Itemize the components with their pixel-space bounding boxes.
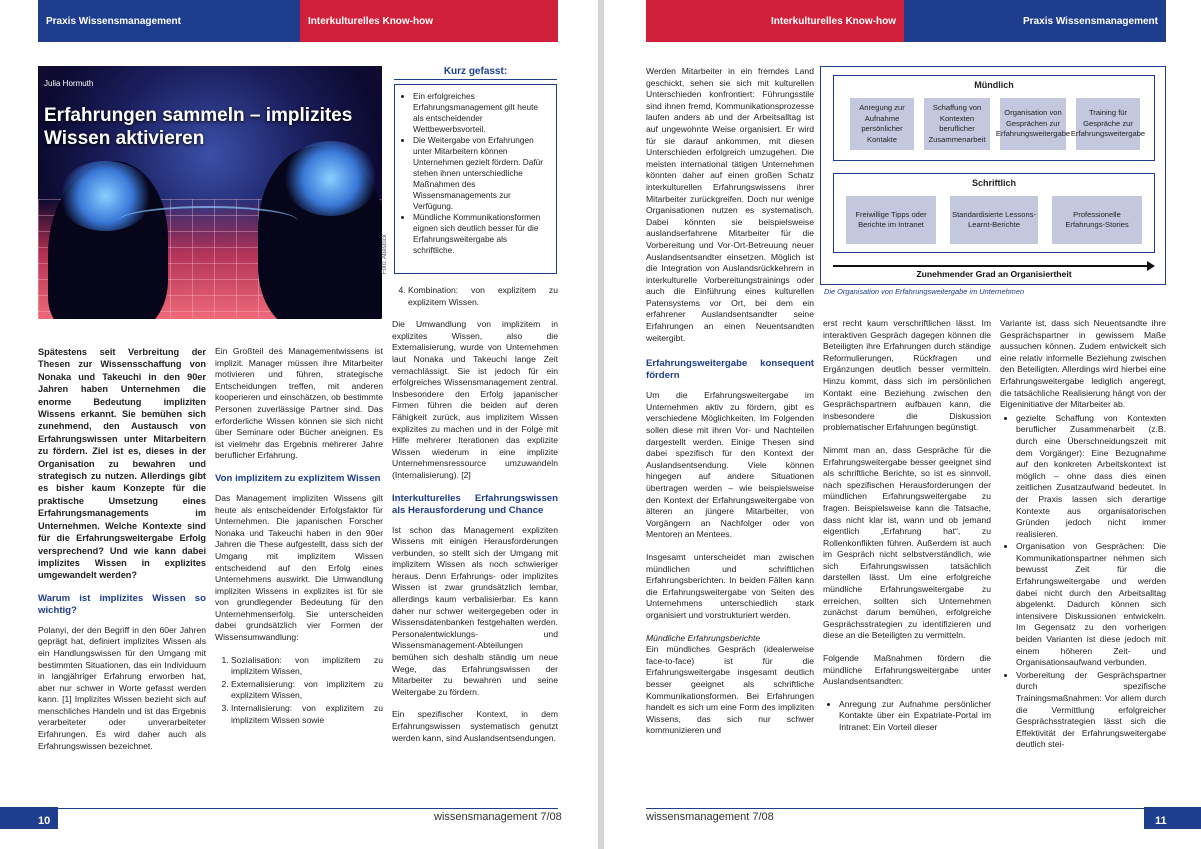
- body-paragraph: Ein mündliches Gespräch (idealerweise face-to-face) ist für die Erfahrungsweitergabe insgesamt deutlich besser geeignet als schriftliche Kommunikationsformen. Bei Erfahrungen handelt es sich um eine Form des impliziten Wissens, das sich nur schwer kommunizieren und: [646, 644, 814, 736]
- body-paragraph: Ist schon das Management expliziten Wissens mit einigen Herausforderungen verbunden, so stellt sich der Umgang mit implizitem Wissen als noch schwieriger heraus. Denn Erfahrungs- oder implizites Wissen ist zwar grundsätzlich lernbar, allerdings kaum verbalisierbar. Es kann daher nur schwer weitergegeben oder in Wissensdatenbanken festgehalten werden. Personalentwicklungs- und Wissensmanagement-Abteilungen bemühen sich deshalb ständig um neue Wege, das Erfahrungswissen der Mitarbeiter zu bewahren und seine Weitergabe zu fördern.: [392, 524, 558, 697]
- organisation-axis-arrow: [833, 265, 1151, 267]
- diagram-caption: Die Organisation von Erfahrungsweitergabe im Unternehmen: [824, 287, 1025, 296]
- body-paragraph: Insgesamt unterscheidet man zwischen mündlichen und schriftlichen Erfahrungsberichten. In beiden Fällen kann die Erfahrungsweitergabe von Seiten des Unternehmens unterschiedlich stark organisiert und vorstrukturiert werden.: [646, 551, 814, 620]
- left-header-topic: [300, 0, 558, 42]
- summary-box: [394, 84, 557, 274]
- right-column-1: [646, 66, 814, 748]
- left-column-2: [215, 346, 383, 737]
- section-heading: Warum ist implizites Wissen so wichtig?: [38, 592, 206, 616]
- left-column-1: [38, 346, 206, 763]
- brain-glow-right: [283, 141, 378, 216]
- body-paragraph: Um die Erfahrungsweitergabe im Unternehmen aktiv zu fördern, gibt es verschiedene Möglichkeiten. Im Folgenden sollen diese mit ihren Vor- und Nachteilen dargestellt werden. Einige Thesen sind dabei spezifisch für den Kontext der Auslandsentsendung. Viele können hingegen auf andere Situationen übertragen werden – wie beispielsweise den Kontext der Erfahrungsweitergabe von älteren an jüngere Mitarbeiter, von Vorgängern an Nachfolger oder von Mentoren an Mentees.: [646, 390, 814, 540]
- body-paragraph: Das Management impliziten Wissens gilt heute als entscheidender Erfolgsfaktor für Unternehmen. Die japanischen Forscher Nonaka und Takeuchi haben in den 90er Jahren die These aufgestellt, dass sich der Umgang mit implizitem Wissen entscheidend auf den Erfolg eines Unternehmens auswirkt. Die Umwandlung impliziten Wissens in explizites ist für sie von grundlegender Bedeutung für den Unternehmenserfolg. Sie unterscheiden dabei grundsätzlich vier Formen der Wissensumwandlung:: [215, 492, 383, 643]
- summary-item: • Mündliche Kommunikationsformen eignen sich deutlich besser für die Erfahrungsweitergabe als schriftliche.: [413, 212, 550, 256]
- list-item: • Vorbereitung der Gesprächspartner durch spezifische Trainingsmaßnahmen: Vor allem durch die Vermittlung erfolgreicher Gesprächsstrategien lässt sich die Effektivität der Erfahrungsweitergabe deutlich stei-: [1016, 670, 1166, 751]
- body-paragraph: Ein spezifischer Kontext, in dem Erfahrungswissen systematisch genutzt werden kann, sind Auslandsentsendungen.: [392, 709, 558, 743]
- page-number-bar: [1144, 807, 1201, 829]
- summary-item: • Ein erfolgreiches Erfahrungsmanagement gilt heute als entscheidender Wettbewerbsvorteil.: [413, 91, 550, 135]
- photo-credit: Foto: Abestock: [382, 234, 388, 274]
- section-label: Praxis Wissensmanagement: [1023, 15, 1158, 27]
- left-header-section: [38, 0, 300, 42]
- page-number: 11: [1155, 815, 1167, 827]
- author-name: Julia Hormuth: [44, 79, 94, 88]
- right-header-section: [904, 0, 1166, 42]
- organisation-diagram: [820, 66, 1166, 285]
- body-paragraph: Ein Großteil des Managementwissens ist implizit. Manager müssen ihre Mitarbeiter motivieren und führen, strategische Entscheidungen treffen, mit anderen kooperieren und einschätzen, ob bestimmte Personen zuverlässige Partner sind. Das erforderliche Wissen können sie sich nicht über Seminare oder Bücher aneignen. Es ist vielmehr das Ergebnis mehrerer Jahre beruflicher Erfahrung.: [215, 346, 383, 461]
- summary-item: • Die Weitergabe von Erfahrungen unter Mitarbeitern können Unternehmen gezielt fördern. Dafür stehen ihnen unterschiedliche Maßnahmen des Wissensmanagements zur Verfügung.: [413, 135, 550, 212]
- diagram-cell: Schaffung von Kontexten beruflicher Zusammenarbeit: [924, 98, 990, 150]
- oral-group: [833, 75, 1155, 161]
- right-column-2: [823, 318, 991, 745]
- body-paragraph: Die Umwandlung von implizitem in explizites Wissen, also die Externalisierung, wurde von Unternehmen laut Nonaka und Takeuchi lange Zeit vernachlässigt. Sie ist jedoch für ein erfolgreiches Wissensmanagement zentral. Insbesondere den Erfolg japanischer Firmen führen die beiden auf deren Fähigkeit zurück, aus implizitem Wissen explizites zu machen und in der Folge mit Hilfe mehrerer Iterationen das explizite Wissen wiederum in eine implizite Unternehmensressource umzuwandeln (Internalisierung). [2]: [392, 319, 558, 480]
- lead-paragraph: Spätestens seit Verbreitung der Thesen zur Wissensschaffung von Nonaka und Takeuchi in den 90er Jahren haben Unternehmen die enorme Bedeutung impliziten Wissens erkannt. Sie bemühen sich zunehmend, den Austausch von Erfahrungswissen unter Mitarbeitern zu fördern. Ziel ist es, dieses in der Organisation zu bewahren und strategisch zu nutzen. Allerdings gibt es bisher kaum Konzepte für die praktische Umsetzung eines Erfahrungsmanagements im Unternehmen. Welche Kontexte sind für die Erfahrungsweitergabe Erfolg versprechend? Und wie kann dabei implizites Wissen in explizites umgewandelt werden?: [38, 347, 206, 581]
- topic-label: Interkulturelles Know-how: [308, 15, 434, 27]
- topic-label: Interkulturelles Know-how: [770, 15, 896, 27]
- body-paragraph: Folgende Maßnahmen fördern die mündliche Erfahrungsweitergabe unter Auslandsentsandten:: [823, 653, 991, 687]
- list-item: • Anregung zur Aufnahme persönlicher Kontakte über ein Expatriate-Portal im Intranet: Ein Vorteil dieser: [839, 699, 991, 734]
- section-heading: Von implizitem zu explizitem Wissen: [215, 472, 381, 484]
- footer-rule: [38, 808, 558, 809]
- diagram-cell: Organisation von Gesprächen zur Erfahrungsweitergabe: [1000, 98, 1066, 150]
- footer-rule: [646, 808, 1166, 809]
- section-heading: Interkulturelles Erfahrungswissen als Herausforderung und Chance: [392, 492, 558, 516]
- footer-issue: wissensmanagement 7/08: [434, 811, 562, 823]
- article-title: Erfahrungen sammeln – implizites Wissen aktivieren: [44, 105, 353, 149]
- connection-wave: [118, 206, 298, 236]
- body-paragraph: Werden Mitarbeiter in ein fremdes Land geschickt, sehen sie sich mit kulturellen Unterschieden konfrontiert: Führungsstile sind ihnen fremd, Kommunikationsprozesse laufen anders ab und der Arbeitsalltag ist auf ungewohnte Weise organisiert. Er wird für sie darauf ankommen, mit diesen Unterschieden erfolgreich umzugehen. Die meisten international tätigen Unternehmen könnten daher auf einen großen Schatz interkulturellen Erfahrungswissens ihrer Mitarbeiter zurückgreifen. Doch nur wenige Organisationen nutzen es systematisch. Dabei könnten sie beispielsweise auslandserfahrene Mitarbeiter für die Vorbereitung und Vor-Ort-Betreuung neuer Auslandsentsandter einsetzen. Möglich ist die Integration von Auslandsrückkehrern in interkulturelle Vorbereitungstrainings oder auch die Einführung eines kulturellen Patensystems vor Ort, bei dem ein erfahrener Auslandsentsandter seine Erfahrungen an einen Neuentsandten weitergibt.: [646, 66, 814, 343]
- list-item: 4. Kombination: von explizitem zu explizitem Wissen.: [408, 285, 558, 308]
- section-heading: Erfahrungsweitergabe konsequent fördern: [646, 358, 814, 382]
- left-column-3: [392, 285, 558, 755]
- diagram-cell: Training für Gespräche zur Erfahrungsweitergabe: [1076, 98, 1140, 150]
- list-item: • gezielte Schaffung von Kontexten beruflicher Zusammenarbeit (z.B. durch eine Überschneidungszeit mit dem Vorgänger): Eine Bezugnahme auf den konkreten Arbeitskontext ist möglich – ohne dass dies einen zeitlichen Zusatzaufwand bedeutet. In der Praxis lassen sich derartige Kontexte aus organisatorischen Gründen jedoch nicht immer realisieren.: [1016, 413, 1166, 541]
- summary-title: Kurz gefasst:: [394, 66, 557, 80]
- page-number: 10: [38, 815, 51, 827]
- right-column-3: [1000, 318, 1166, 762]
- list-item: 1. Sozialisation: von implizitem zu implizitem Wissen,: [231, 655, 383, 678]
- list-item: 3. Internalisierung: von explizitem zu implizitem Wissen sowie: [231, 703, 383, 726]
- diagram-cell: Standardisierte Lessons-Learnt-Berichte: [950, 196, 1038, 244]
- footer-issue: wissensmanagement 7/08: [646, 811, 774, 823]
- written-group-title: Schriftlich: [971, 178, 1016, 188]
- right-header-topic: [646, 0, 904, 42]
- diagram-cell: Anregung zur Aufnahme persönlicher Kontakte: [850, 98, 914, 150]
- axis-label: Zunehmender Grad an Organisiertheit: [916, 269, 1072, 279]
- list-item: • Organisation von Gesprächen: Die Kommunikationspartner nehmen sich bewusst Zeit für die Erfahrungsweitergabe und werden dabei nicht durch den Arbeitsalltag abgelenkt. Dadurch können sich intensivere Diskussionen entwickeln. Im Gegensatz zu den vorherigen beiden Varianten ist diese jedoch mit einem höheren Zeit- und Organisationsaufwand verbunden.: [1016, 541, 1166, 669]
- body-paragraph: Nimmt man an, dass Gespräche für die Erfahrungsweitergabe besser geeignet sind als schriftliche Berichte, so ist es sinnvoll, nach spezifischen Herausforderungen der mündlichen Erfahrungsweitergabe zu fragen. Beispielsweise kann die Tatsache, dass nicht klar ist, wann und ob jemand eigentlich „Erfahrung hat“, zu Rollenkonflikten führen. Außerdem ist auch im Gespräch nicht selbstverständlich, wie sich Erfahrungswissen tatsächlich darstellen lässt. Um eine erfolgreiche mündliche Erfahrungsweitergabe zu erreichen, sollten sich Unternehmen zunächst darum bemühen, erfolgreiche Gesprächsstrategien zu identifizieren und diese an die Beteiligten zu vermitteln.: [823, 444, 991, 641]
- body-paragraph: Variante ist, dass sich Neuentsandte ihre Gesprächspartner in gewissem Maße aussuchen können. Zudem entwickelt sich eine relativ informelle Beziehung zwischen den Beteiligten. Allerdings wird hierbei eine Erfahrungsweitergabe lediglich angeregt, die tatsächliche Realisierung hängt von der Eigeninitiative der Mitarbeiter ab.: [1000, 318, 1166, 410]
- diagram-cell: Freiwillige Tipps oder Berichte im Intranet: [846, 196, 936, 244]
- diagram-cell: Professionelle Erfahrungs-Stories: [1052, 196, 1142, 244]
- body-paragraph: Polanyi, der den Begriff in den 60er Jahren geprägt hat, definiert implizites Wissen als ein Handlungswissen für den Umgang mit bestimmten Situationen, das ein Individuum in langjähriger Erfahrung erworben hat, aber nur schwer in Worte gefasst werden kann. [1] Implizites Wissen bezieht sich auf menschliches Handeln und ist das Ergebnis verarbeiteter oder unverarbeiteter Erfahrungen. Es wird daher auch als Erfahrungswissen bezeichnet.: [38, 624, 206, 751]
- oral-group-title: Mündlich: [974, 80, 1014, 90]
- list-item: 2. Externalisierung: von implizitem zu explizitem Wissen,: [231, 679, 383, 702]
- written-group: [833, 173, 1155, 253]
- left-page: [0, 0, 598, 849]
- subheading: Mündliche Erfahrungsberichte: [646, 632, 761, 643]
- hero-image: [38, 66, 382, 319]
- section-label: Praxis Wissensmanagement: [46, 15, 181, 27]
- body-paragraph: erst recht kaum verschriftlichen lässt. Im interaktiven Gespräch dagegen können die Beteiligten ihre Erfahrungen durch ständige Reformulierungen, Rückfragen und Ergänzungen deutlich besser vermitteln. Hinzu kommt, dass sich im persönlichen Kontakt eine Beziehung zwischen den Gesprächspartnern aufbauen kann, die insbesondere die Diskussion problematischer Erfahrungen begünstigt.: [823, 318, 991, 433]
